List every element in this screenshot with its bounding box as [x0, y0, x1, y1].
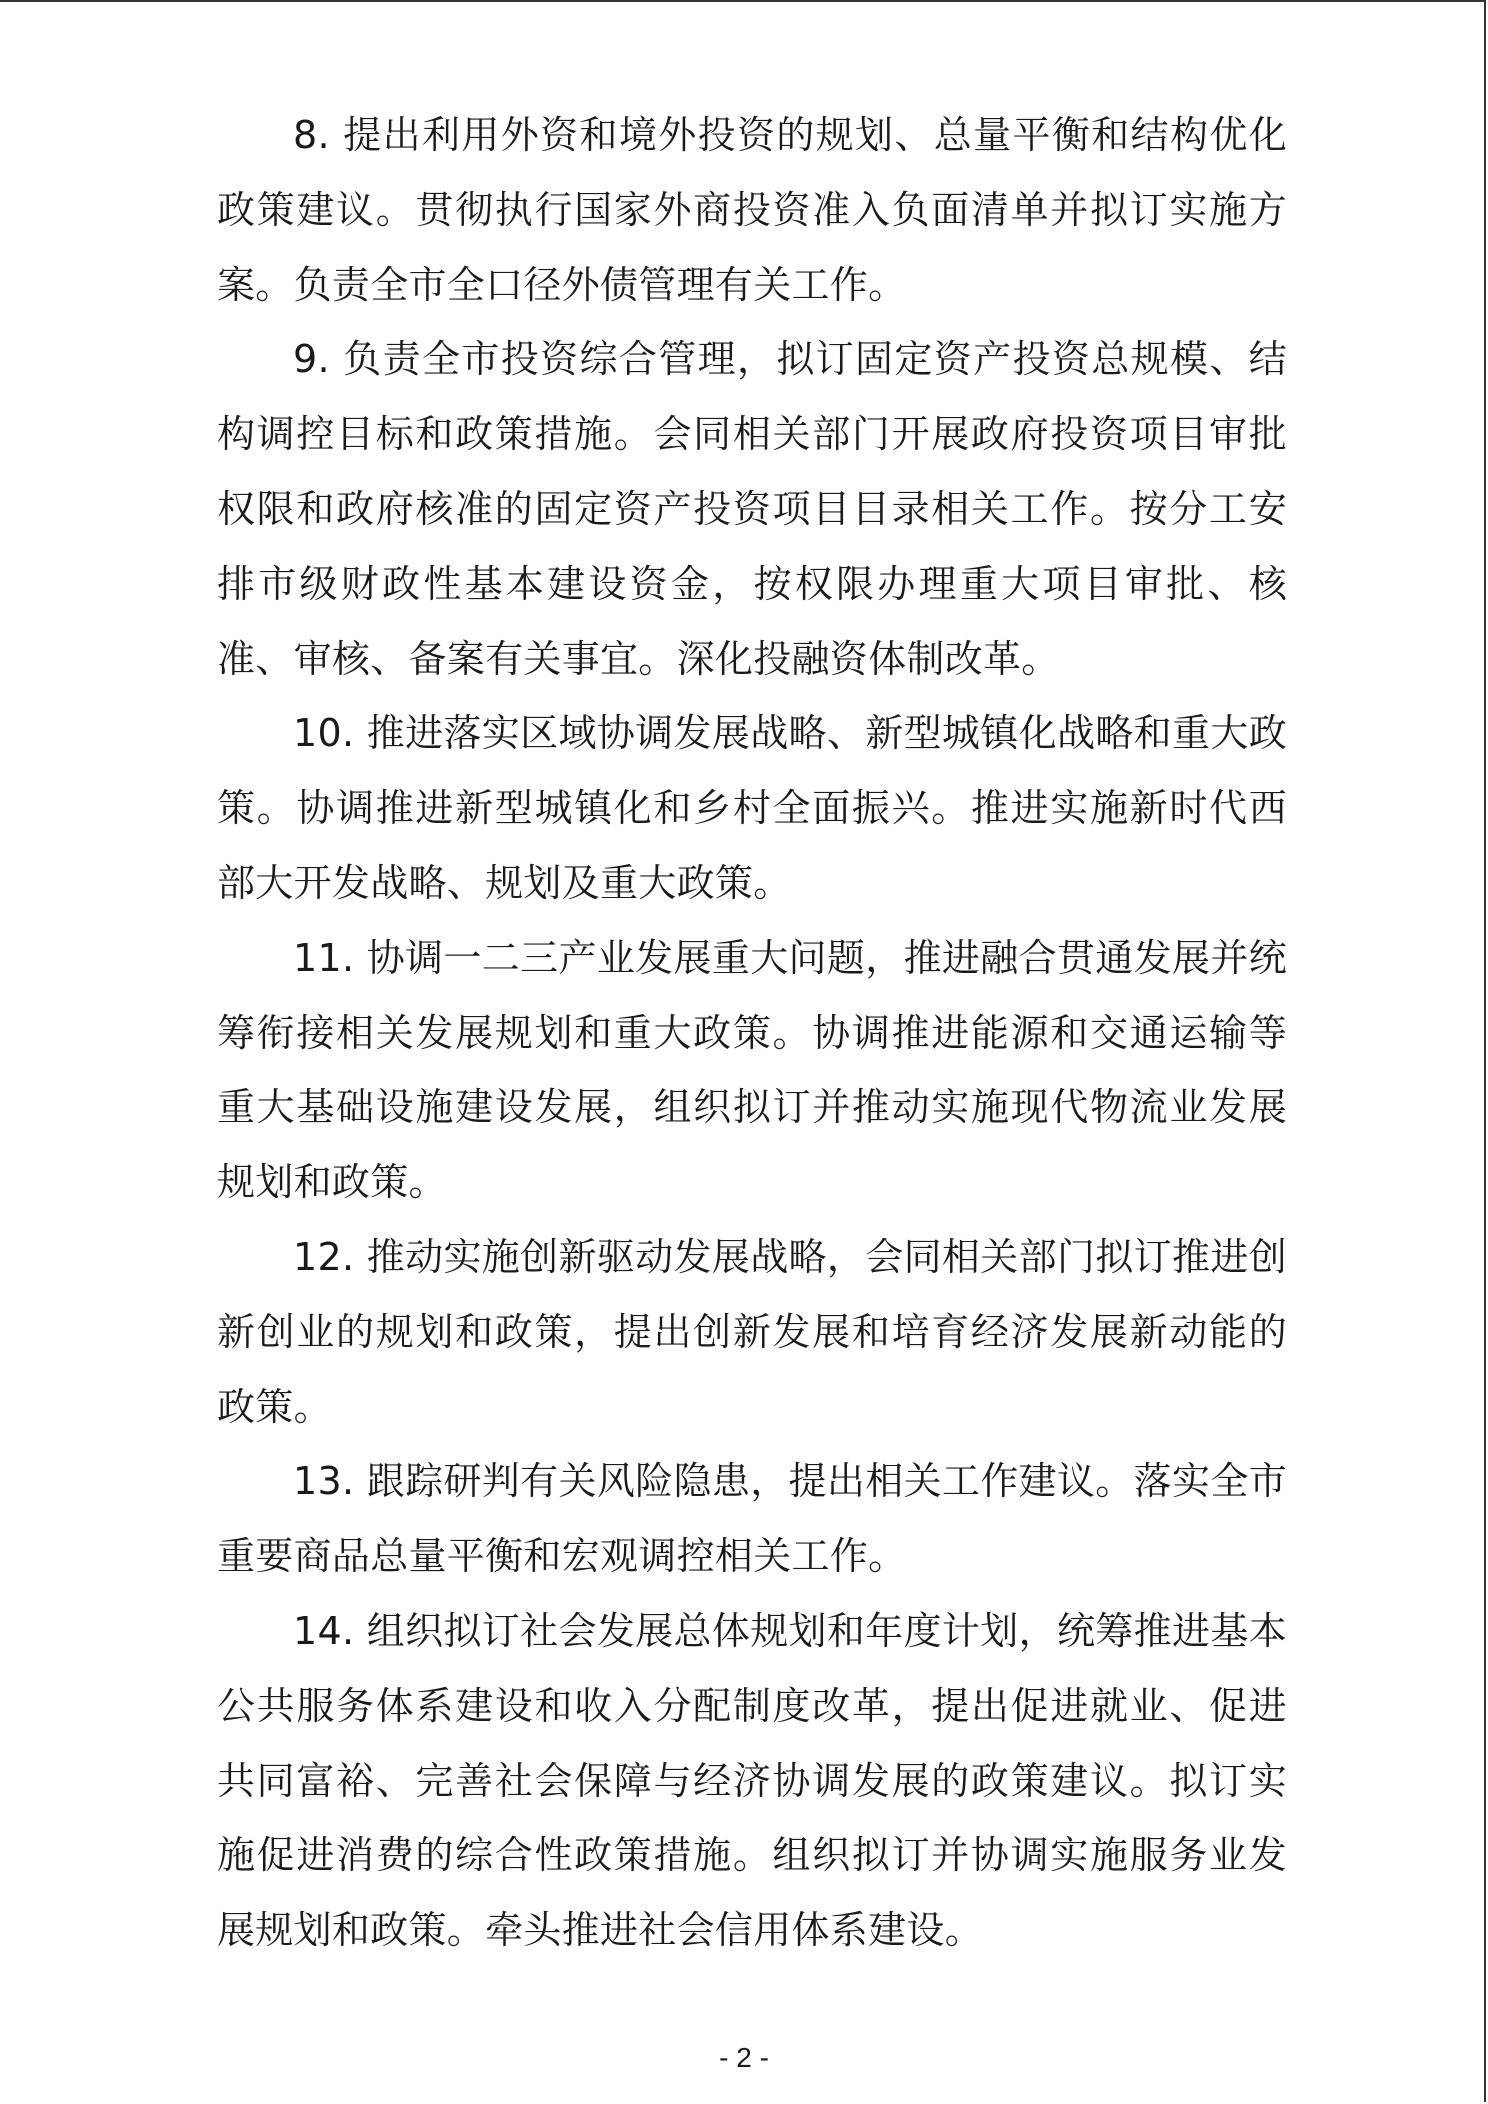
paragraph-item-8: 8. 提出利用外资和境外投资的规划、总量平衡和结构优化政策建议。贯彻执行国家外商投资准入负面清单并拟订实施方案。负责全市全口径外债管理有关工作。 [217, 113, 1287, 307]
page-number: - 2 - [719, 2042, 769, 2073]
paragraph-item-11: 11. 协调一二三产业发展重大问题，推进融合贯通发展并统筹衔接相关发展规划和重大政策。协调推进能源和交通运输等重大基础设施建设发展，组织拟订并推动实施现代物流业发展规划和政策。 [217, 935, 1287, 1205]
paragraph-item-12: 12. 推动实施创新驱动发展战略，会同相关部门拟订推进创新创业的规划和政策，提出创新发展和培育经济发展新动能的政策。 [217, 1234, 1287, 1429]
paragraph-item-10: 10. 推进落实区域协调发展战略、新型城镇化战略和重大政策。协调推进新型城镇化和乡村全面振兴。推进实施新时代西部大开发战略、规划及重大政策。 [217, 711, 1287, 905]
document-body [217, 98, 1287, 1968]
paragraph-item-14: 14. 组织拟订社会发展总体规划和年度计划，统筹推进基本公共服务体系建设和收入分配制度改革，提出促进就业、促进共同富裕、完善社会保障与经济协调发展的政策建议。拟订实施促进消费的综合性政策措施。组织拟订并协调实施服务业发展规划和政策。牵头推进社会信用体系建设。 [217, 1608, 1287, 1953]
paragraph-item-13: 13. 跟踪研判有关风险隐患，提出相关工作建议。落实全市重要商品总量平衡和宏观调控相关工作。 [217, 1459, 1287, 1579]
paragraph-item-9: 9. 负责全市投资综合管理，拟订固定资产投资总规模、结构调控目标和政策措施。会同相关部门开展政府投资项目审批权限和政府核准的固定资产投资项目目录相关工作。按分工安排市级财政性基本建设资金，按权限办理重大项目审批、核准、审核、备案有关事宜。深化投融资体制改革。 [217, 337, 1287, 681]
